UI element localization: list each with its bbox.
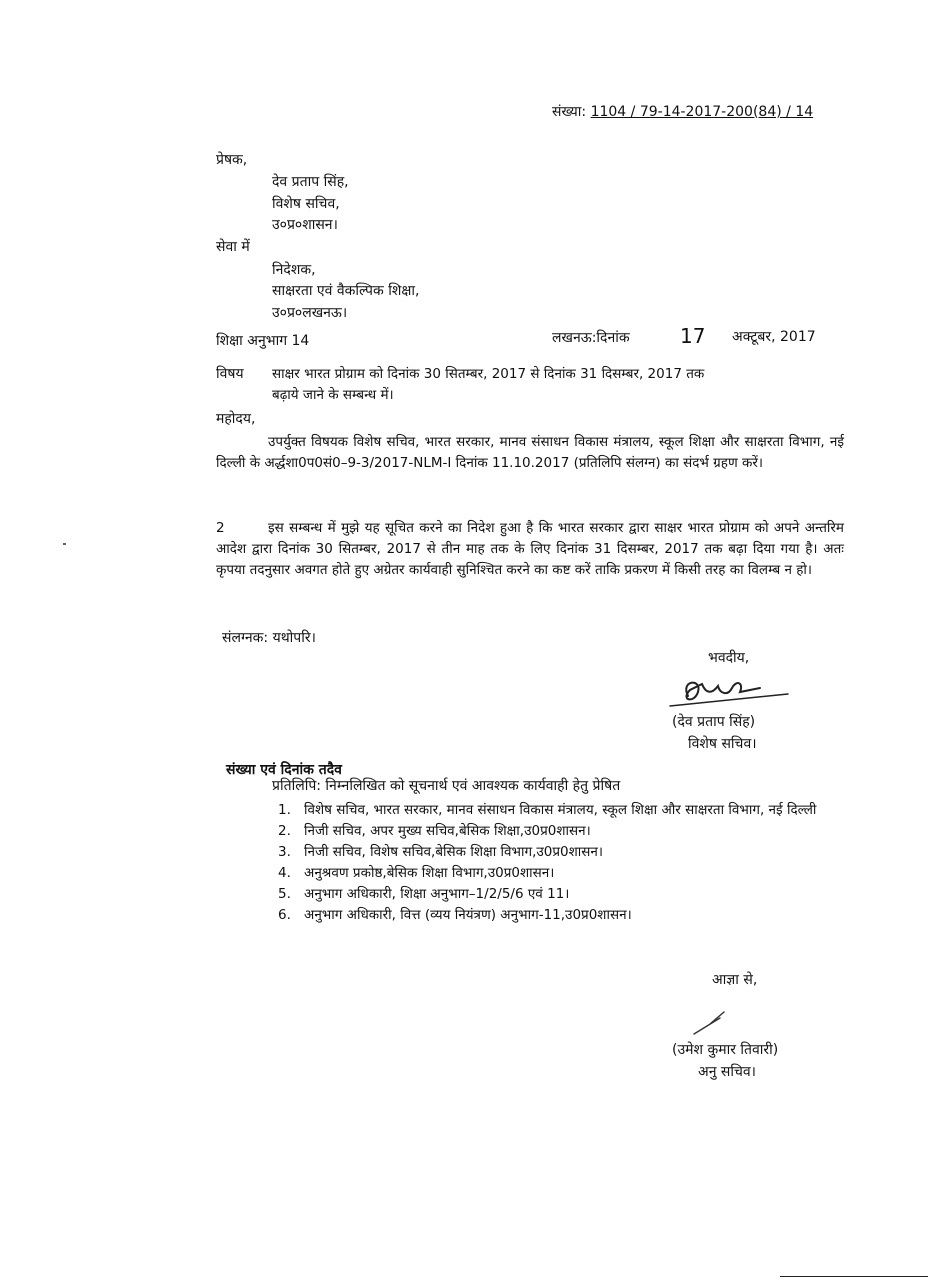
copy-intro: प्रतिलिपि: निम्नलिखित को सूचनार्थ एवं आवश्यक कार्यवाही हेतु प्रेषित [272, 778, 621, 794]
paragraph-2-text: इस सम्बन्ध में मुझे यह सूचित करने का निदेश हुआ है कि भारत सरकार द्वारा साक्षर भारत प्रोग्राम को अपने अन्तरिम आदेश द्वारा दिनांक 30 सितम्बर, 2017 से तीन माह तक के लिए दिनांक 31 दिसम्बर, 2017 तक बढ़ा दिया गया है। अतः कृपया तदनुसार अवगत होते हुए अग्रेतर कार्यवाही सुनिश्चित करने का कष्ट करें ताकि प्रकरण में किसी तरह का विलम्ब न हो। [216, 520, 844, 578]
signoff-designation: विशेष सचिव। [688, 736, 757, 752]
signature-umesh-kumar-tiwari [690, 1008, 730, 1038]
copy-recipient-list [272, 800, 842, 926]
bottom-edge-line [780, 1276, 928, 1277]
subject-line-2: बढ़ाये जाने के सम्बन्ध में। [272, 387, 394, 403]
place-date-label: लखनऊ:दिनांक [552, 330, 630, 346]
reference-number [552, 104, 813, 122]
reference-label: संख्या: [552, 104, 587, 120]
from-name: देव प्रताप सिंह, [272, 174, 349, 190]
order-closing: आज्ञा से, [712, 972, 758, 988]
list-item: 1. विशेष सचिव, भारत सरकार, मानव संसाधन विकास मंत्रालय, स्कूल शिक्षा और साक्षरता विभाग, नई दिल्ली [278, 802, 817, 818]
signoff-closing: भवदीय, [708, 650, 750, 666]
paragraph-2 [216, 518, 844, 581]
paragraph-1-text: उपर्युक्त विषयक विशेष सचिव, भारत सरकार, मानव संसाधन विकास मंत्रालय, स्कूल शिक्षा और साक्षरता विभाग, नई दिल्ली के अर्द्धशा0प0सं0–9-3/2017-NLM-I दिनांक 11.10.2017 (प्रतिलिपि संलग्न) का संदर्भ ग्रहण करें। [216, 434, 844, 471]
list-item: 2. निजी सचिव, अपर मुख्य सचिव,बेसिक शिक्षा,उ0प्र0शासन। [278, 823, 591, 839]
copy-heading: संख्या एवं दिनांक तदैव [226, 762, 342, 778]
subject-label: विषय [216, 366, 244, 382]
paragraph-1 [216, 432, 844, 474]
from-designation: विशेष सचिव, [272, 196, 340, 212]
order-designation: अनु सचिव। [698, 1064, 756, 1080]
date-day: 17 [680, 324, 706, 348]
to-name: निदेशक, [272, 262, 316, 278]
scan-speck [63, 543, 66, 545]
section-name: शिक्षा अनुभाग 14 [216, 333, 310, 349]
list-item: 4. अनुश्रवण प्रकोष्ठ,बेसिक शिक्षा विभाग,उ0प्र0शासन। [278, 865, 555, 881]
date-month-year: अक्टूबर, 2017 [732, 329, 816, 345]
list-item: 3. निजी सचिव, विशेष सचिव,बेसिक शिक्षा विभाग,उ0प्र0शासन। [278, 844, 604, 860]
list-item: 6. अनुभाग अधिकारी, वित्त (व्यय नियंत्रण) अनुभाग-11,उ0प्र0शासन। [278, 907, 632, 923]
enclosure-note: संलग्नक: यथोपरि। [222, 630, 316, 646]
list-item: 5. अनुभाग अधिकारी, शिक्षा अनुभाग–1/2/5/6 एवं 11। [278, 886, 570, 902]
salutation: महोदय, [216, 411, 256, 427]
to-department: साक्षरता एवं वैकल्पिक शिक्षा, [272, 283, 420, 299]
from-office: उ०प्र०शासन। [272, 217, 338, 233]
from-label: प्रेषक, [216, 152, 248, 168]
subject-line-1: साक्षर भारत प्रोग्राम को दिनांक 30 सितम्बर, 2017 से दिनांक 31 दिसम्बर, 2017 तक [272, 366, 705, 382]
paragraph-2-number: 2 [216, 520, 225, 536]
signoff-name: (देव प्रताप सिंह) [672, 714, 756, 730]
to-label: सेवा में [216, 239, 250, 255]
order-name: (उमेश कुमार तिवारी) [672, 1042, 779, 1058]
to-place: उ०प्र०लखनऊ। [272, 305, 348, 321]
signature-deo-pratap-singh [640, 670, 790, 710]
reference-value: 1104 / 79-14-2017-200(84) / 14 [590, 104, 814, 120]
